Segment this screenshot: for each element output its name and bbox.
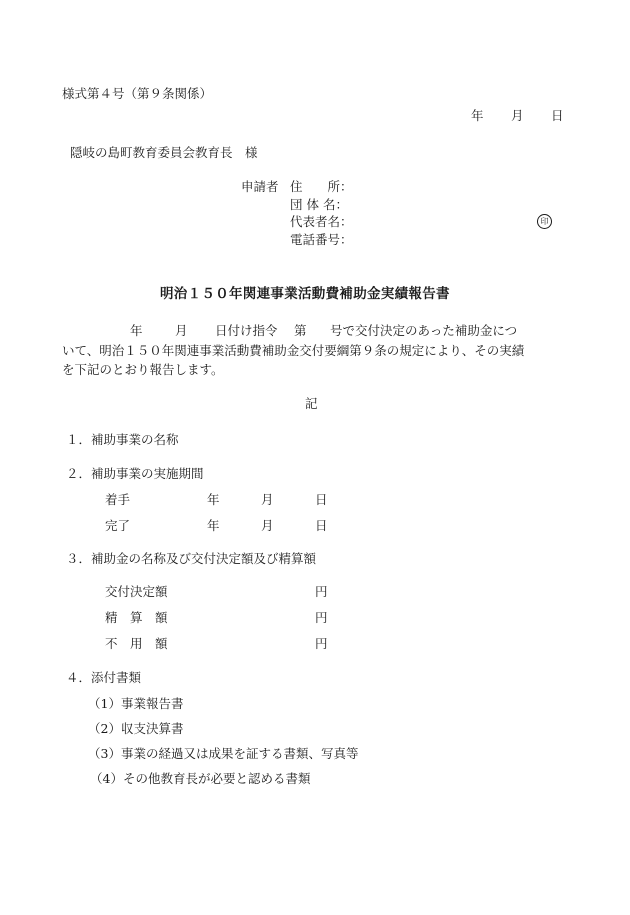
addressee: 隠岐の島町教育委員会教育長 様	[70, 145, 258, 160]
seal-icon: 印	[537, 214, 552, 229]
period-end-month: 月	[261, 518, 274, 533]
amount-decided-label: 交付決定額	[105, 584, 168, 599]
period-end-label: 完了	[105, 518, 131, 533]
date-day-label: 日	[551, 108, 564, 123]
amount-unused-unit: 円	[315, 636, 328, 651]
section-3-heading: ３．補助金の名称及び交付決定額及び精算額	[66, 551, 317, 566]
period-start-day: 日	[315, 492, 328, 507]
document-title: 明治１５０年関連事業活動費補助金実績報告書	[160, 286, 450, 302]
body-dai: 第	[294, 323, 307, 338]
section-1-heading: １．補助事業の名称	[66, 432, 179, 447]
body-line3: を下記のとおり報告します。	[62, 362, 224, 377]
period-start-month: 月	[261, 492, 274, 507]
applicant-label: 申請者	[241, 179, 279, 194]
amount-decided-unit: 円	[315, 584, 328, 599]
attachment-item-1: （1）事業報告書	[88, 696, 184, 711]
section-2-heading: ２．補助事業の実施期間	[66, 466, 204, 481]
attachment-item-3: （3）事業の経過又は成果を証する書類、写真等	[88, 746, 359, 761]
amount-settled-unit: 円	[315, 610, 328, 625]
period-end-year: 年	[207, 518, 220, 533]
attachment-item-4: （4）その他教育長が必要と認める書類	[90, 771, 311, 786]
phone-field-label: 電話番号：	[290, 232, 353, 247]
body-line2: いて、明治１５０年関連事業活動費補助金交付要綱第９条の規定により、その実績	[62, 343, 525, 358]
amount-unused-label: 不 用 額	[105, 636, 168, 651]
date-year-label: 年	[471, 108, 484, 123]
form-number: 様式第４号（第９条関係）	[62, 86, 213, 101]
amount-settled-label: 精 算 額	[105, 610, 168, 625]
date-month-label: 月	[511, 108, 524, 123]
period-end-day: 日	[315, 518, 328, 533]
representative-field-label: 代表者名：	[290, 214, 353, 229]
ki-label: 記	[305, 396, 318, 411]
organization-field-label: 団 体 名：	[290, 197, 348, 212]
section-4-heading: ４．添付書類	[66, 670, 142, 685]
body-month: 月	[175, 323, 188, 338]
period-start-label: 着手	[105, 492, 131, 507]
address-field-label: 住 所：	[290, 179, 353, 194]
attachment-item-2: （2）収支決算書	[88, 721, 184, 736]
body-line1-rest: 号で交付決定のあった補助金につ	[330, 323, 518, 338]
body-year: 年	[130, 323, 143, 338]
body-day-directive: 日付け指令	[215, 323, 278, 338]
period-start-year: 年	[207, 492, 220, 507]
